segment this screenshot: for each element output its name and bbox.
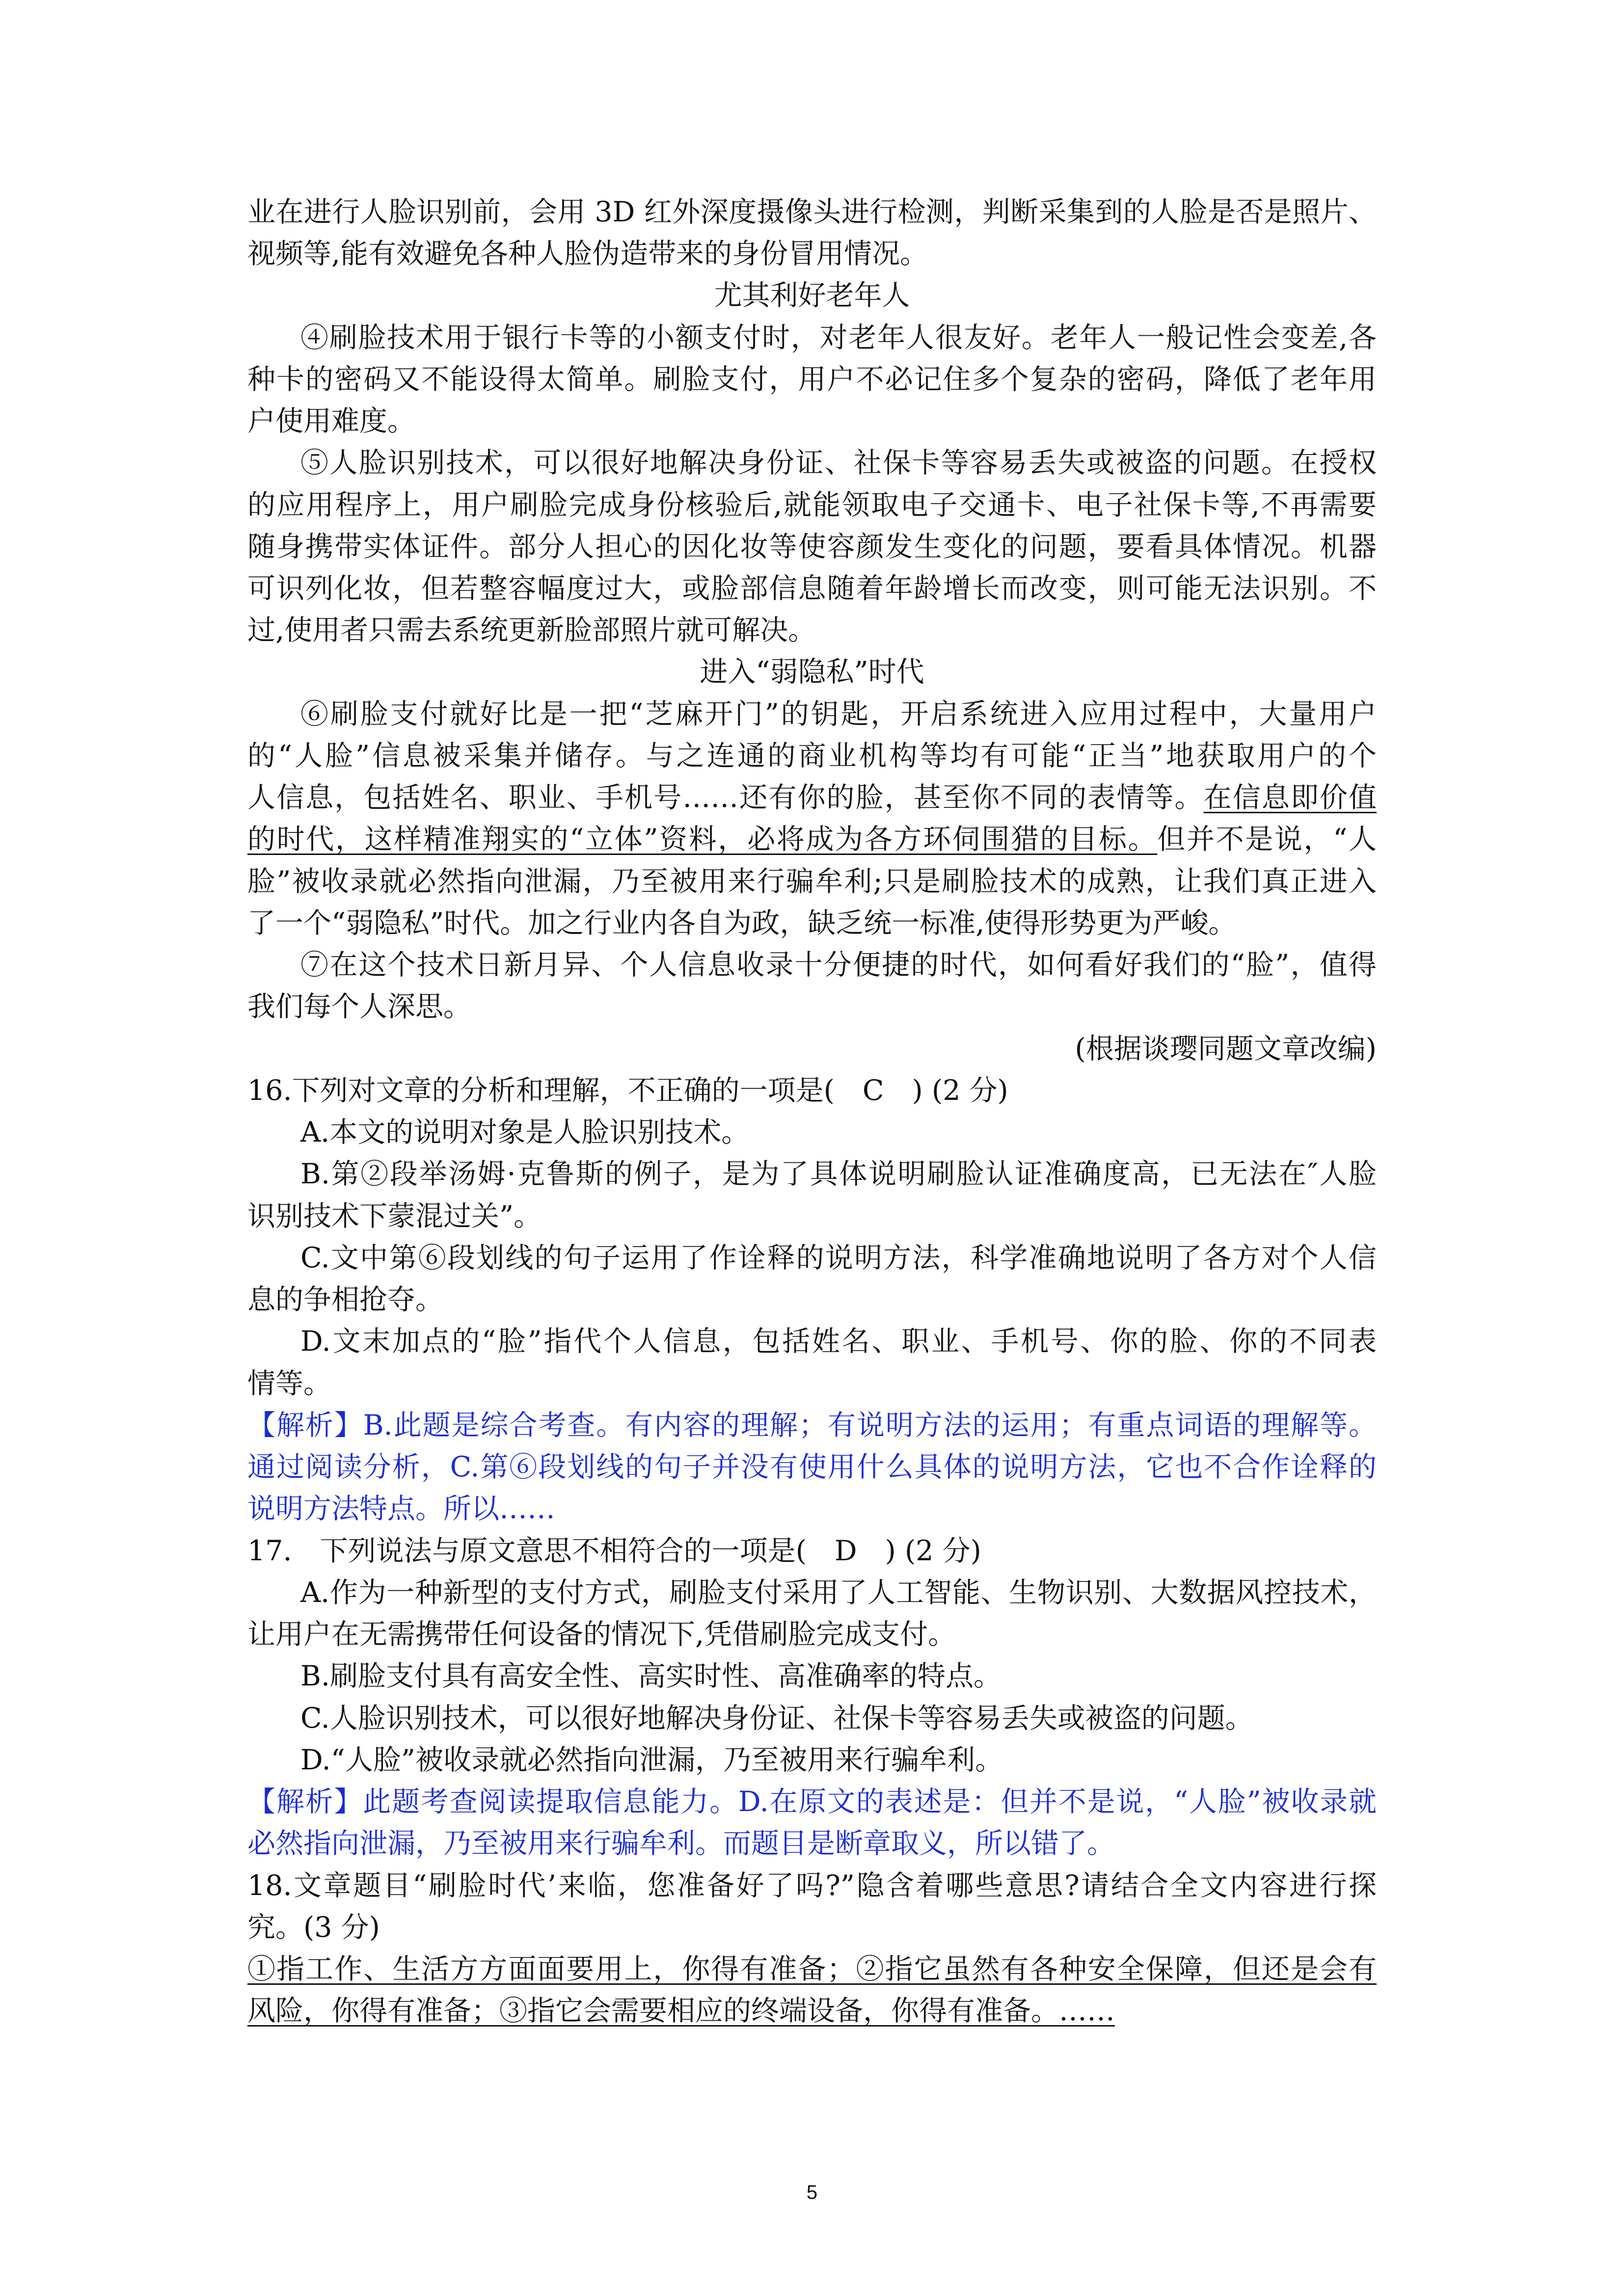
- analysis-line: 通过阅读分析，C.第⑥段划线的句子并没有使用什么具体的说明方法，它也不合作诠释的: [247, 1451, 1377, 1483]
- underlined-sentence: 在信息即价值: [1203, 781, 1377, 814]
- source-note: (根据谈璎同题文章改编): [1075, 1033, 1377, 1065]
- analysis-line: 必然指向泄漏，乃至被用来行骗牟利。而题目是断章取义，所以错了。: [247, 1827, 1115, 1860]
- section-heading: 进入“弱隐私”时代: [700, 656, 924, 688]
- text-line: 过,使用者只需去系统更新脸部照片就可解决。: [247, 614, 816, 646]
- text-line: 了一个“弱隐私”时代。加之行业内各自为政，缺乏统一标准,使得形势更为严峻。: [247, 907, 1237, 939]
- text-line: [247, 779, 1377, 818]
- text-line: 随身携带实体证件。部分人担心的因化妆等使容颜发生变化的问题，要看具体情况。机器: [247, 531, 1377, 563]
- text-line: 的“人脸”信息被采集并储存。与之连通的商业机构等均有可能“正当”地获取用户的个: [247, 740, 1377, 772]
- question-16: 16.下列对文章的分析和理解，不正确的一项是( C ) (2 分): [247, 1074, 1008, 1107]
- text-line: 脸”被收录就必然指向泄漏，乃至被用来行骗牟利;只是刷脸技术的成熟，让我们真正进入: [247, 865, 1377, 898]
- analysis-17: 【解析】此题考查阅读提取信息能力。D.在原文的表述是：但并不是说，“人脸”被收录就: [247, 1786, 1377, 1818]
- text-line: 视频等,能有效避免各种人脸伪造带来的身份冒用情况。: [247, 238, 928, 270]
- text-line: 让用户在无需携带任何设备的情况下,凭借刷脸完成支付。: [247, 1618, 956, 1651]
- text-line: 种卡的密码又不能设得太简单。刷脸支付，用户不必记住多个复杂的密码，降低了老年用: [247, 363, 1377, 396]
- text-line: 我们每个人深思。: [247, 990, 471, 1023]
- text-line: 的应用程序上，用户刷脸完成身份核验后,就能领取电子交通卡、电子社保卡等,不再需要: [247, 489, 1377, 521]
- question-18: 18.文章题目“刷脸时代’来临，您准备好了吗?”隐含着哪些意思?请结合全文内容进行探: [247, 1869, 1377, 1902]
- option-a: A.作为一种新型的支付方式，刷脸支付采用了人工智能、生物识别、大数据风控技术，: [300, 1576, 1377, 1609]
- text-line: 户使用难度。: [247, 405, 415, 437]
- analysis-16: 【解析】B.此题是综合考查。有内容的理解；有说明方法的运用；有重点词语的理解等。: [247, 1409, 1377, 1442]
- paragraph-line: ⑥刷脸支付就好比是一把“芝麻开门”的钥匙，开启系统进入应用过程中，大量用户: [300, 698, 1377, 730]
- paragraph-line: ⑤人脸识别技术，可以很好地解决身份证、社保卡等容易丢失或被盗的问题。在授权: [300, 447, 1377, 479]
- paragraph-line: ⑦在这个技术日新月异、个人信息收录十分便捷的时代，如何看好我们的“脸”，值得: [300, 949, 1377, 981]
- option-c: C.文中第⑥段划线的句子运用了作诠释的说明方法，科学准确地说明了各方对个人信: [300, 1242, 1377, 1274]
- question-17: 17. 下列说法与原文意思不相符合的一项是( D ) (2 分): [247, 1535, 981, 1567]
- text-line: 业在进行人脸识别前，会用 3D 红外深度摄像头进行检测，判断采集到的人脸是否是照片、: [247, 196, 1377, 228]
- option-d: D.文末加点的“脸”指代个人信息，包括姓名、职业、手机号、你的脸、你的不同表: [300, 1325, 1377, 1358]
- text-line: 情等。: [247, 1367, 331, 1400]
- text-line: 息的争相抢夺。: [247, 1283, 443, 1316]
- underlined-answer: 风险，你得有准备；③指它会需要相应的终端设备，你得有准备。……: [247, 1995, 1115, 2027]
- option-a: A.本文的说明对象是人脸识别技术。: [300, 1116, 750, 1148]
- answer-line: [247, 1992, 1377, 2031]
- underlined-sentence: 的时代，这样精准翔实的“立体”资料，必将成为各方环伺围猎的目标。: [247, 823, 1158, 855]
- option-d: D.“人脸”被收录就必然指向泄漏，乃至被用来行骗牟利。: [300, 1744, 1003, 1776]
- text-line: 可识列化妆，但若整容幅度过大，或脸部信息随着年龄增长而改变，则可能无法识别。不: [247, 572, 1377, 605]
- option-c: C.人脸识别技术，可以很好地解决身份证、社保卡等容易丢失或被盗的问题。: [300, 1702, 1253, 1735]
- page-number: 5: [806, 2182, 818, 2203]
- option-b: B.第②段举汤姆·克鲁斯的例子，是为了具体说明刷脸认证准确度高，已无法在″人脸: [300, 1158, 1377, 1190]
- text-span: 但并不是说，“人: [1157, 823, 1377, 855]
- text-line: 究。(3 分): [247, 1911, 380, 1944]
- paragraph-line: ④刷脸技术用于银行卡等的小额支付时，对老年人很友好。老年人一般记性会变差,各: [300, 321, 1377, 354]
- text-line: [247, 821, 1377, 860]
- text-line: 识别技术下蒙混过关”。: [247, 1200, 542, 1232]
- section-heading: 尤其利好老年人: [714, 279, 910, 312]
- text-span: 人信息，包括姓名、职业、手机号……还有你的脸，甚至你不同的表情等。: [247, 781, 1204, 814]
- analysis-line: 说明方法特点。所以……: [247, 1493, 555, 1525]
- option-b: B.刷脸支付具有高安全性、高实时性、高准确率的特点。: [300, 1660, 1002, 1692]
- underlined-answer: ①指工作、生活方方面面要用上，你得有准备；②指它虽然有各种安全保障，但还是会有: [247, 1953, 1377, 1985]
- answer-18: [247, 1950, 1377, 1990]
